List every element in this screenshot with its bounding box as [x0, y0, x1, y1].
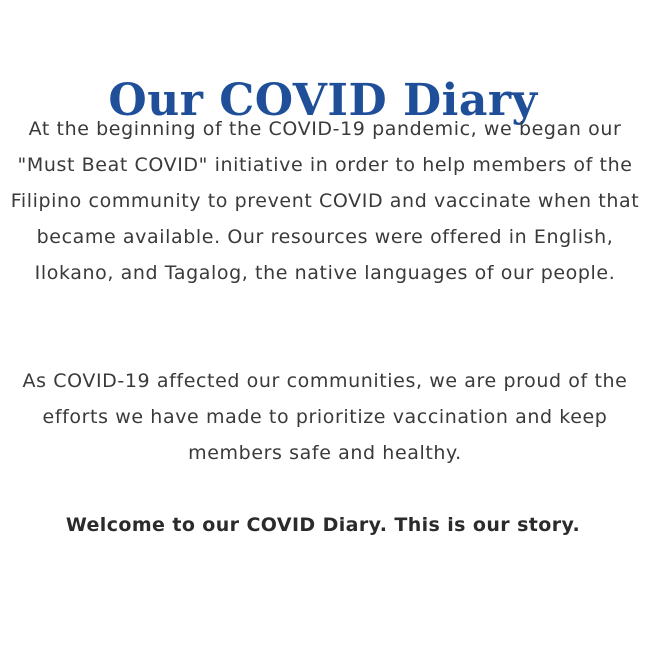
impact-paragraph: As COVID-19 affected our communities, we are proud of the efforts we have made to prioritize vaccination and keep members safe and healthy. — [22, 370, 628, 464]
page-title: Our COVID Diary — [108, 75, 538, 127]
intro-paragraph: At the beginning of the COVID-19 pandemic, we began our "Must Beat COVID" initiative in order to help members of the Filipino community to prevent COVID and vaccinate when that became available. Our resources were offered in English, Ilokano, and Tagalog, the native languages of our people. — [10, 118, 640, 284]
closing-statement: Welcome to our COVID Diary. This is our story. — [65, 514, 581, 536]
